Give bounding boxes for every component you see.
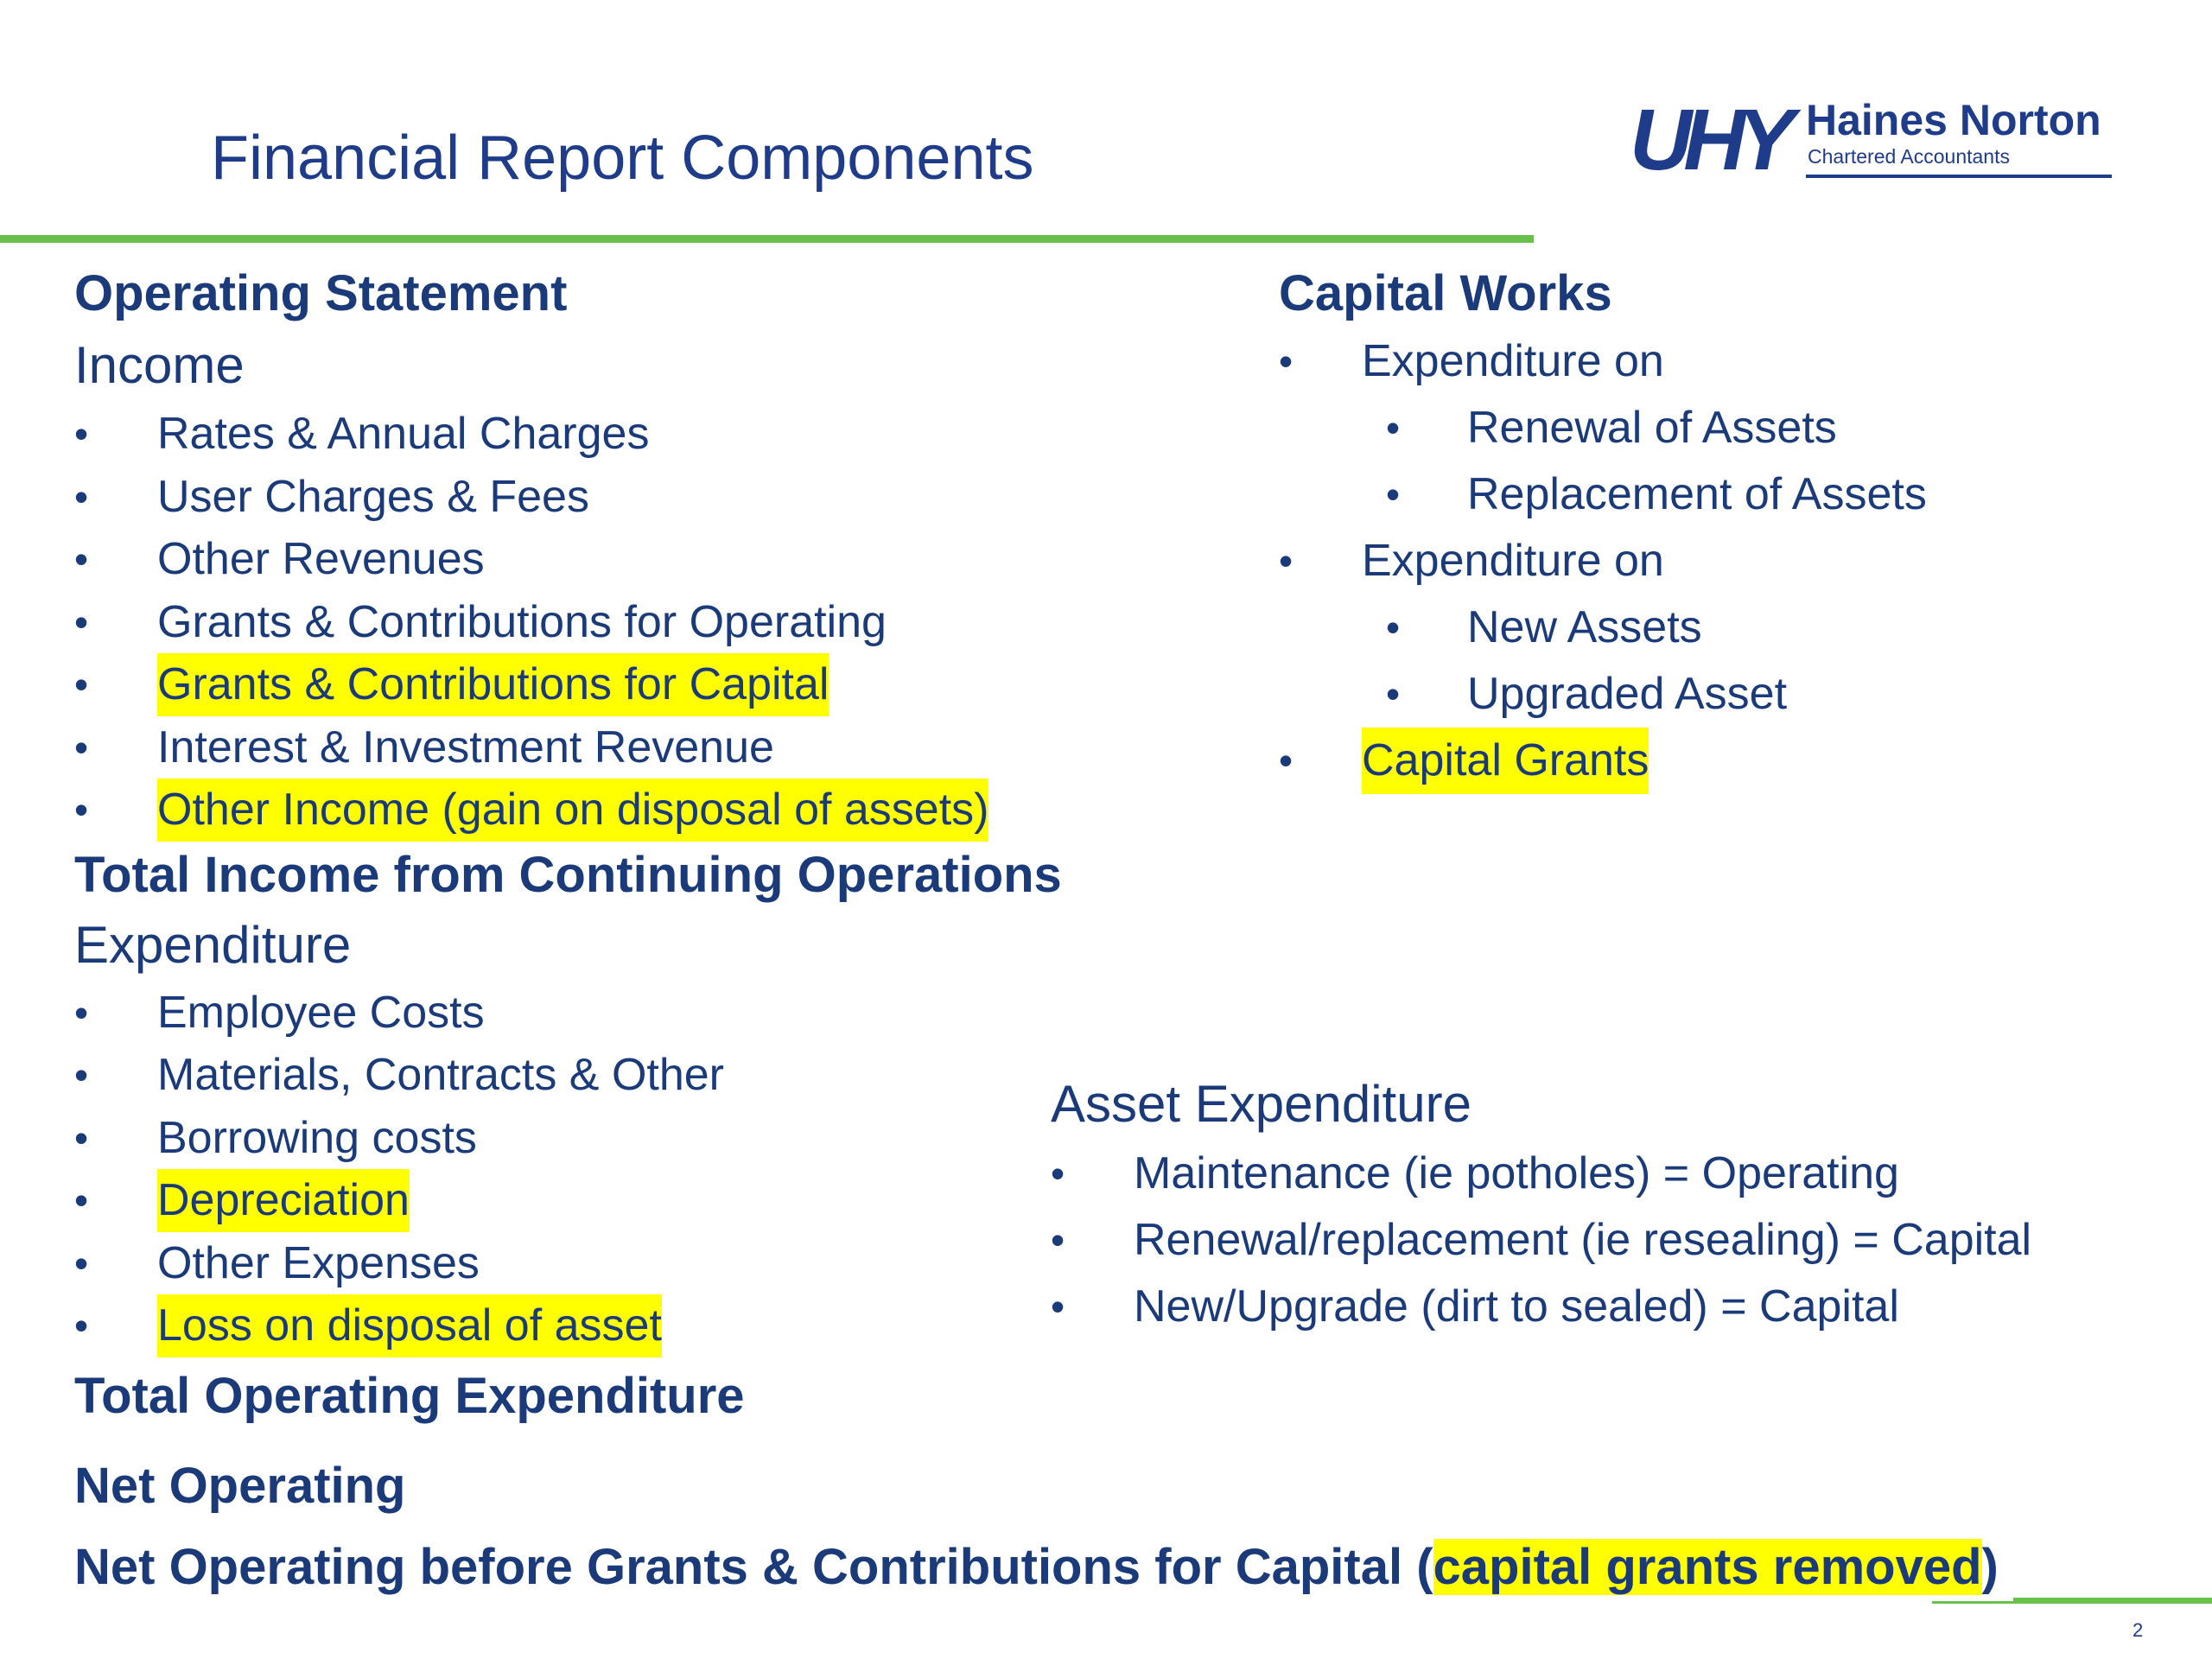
asset-expenditure-label: Asset Expenditure <box>1051 1075 1471 1133</box>
bullet-icon: • <box>74 724 89 770</box>
list-item: • Materials, Contracts & Other <box>74 1044 1999 1107</box>
list-item: • Maintenance (ie potholes) = Operating <box>1051 1141 1471 1207</box>
bullet-icon: • <box>74 989 89 1035</box>
list-item: • Depreciation <box>74 1169 1999 1232</box>
asset-expenditure <box>1051 1068 2032 1340</box>
list-item: • New/Upgrade (dirt to sealed) = Capital <box>1051 1274 1471 1340</box>
bullet-icon: • <box>74 599 89 645</box>
bullet-icon: • <box>1051 1217 1065 1262</box>
list-item: • Rates & Annual Charges <box>74 403 1999 466</box>
page-number: 2 <box>2133 1619 2144 1641</box>
net-operating-before-grants <box>74 1537 1999 1598</box>
footer-line-thin <box>1932 1601 2018 1604</box>
net-before-prefix: Net Operating before Grants & Contributions for Capital ( <box>74 1538 1433 1595</box>
list-item: • Other Income (gain on disposal of assets) <box>74 779 1999 842</box>
slide-title: Financial Report Components <box>211 124 1034 193</box>
net-before-highlight: capital grants removed <box>1433 1538 1982 1595</box>
list-item: • Employee Costs <box>74 982 1999 1045</box>
bullet-icon: • <box>74 537 89 582</box>
bullet-icon: • <box>1386 605 1401 650</box>
bullet-icon: • <box>74 1178 89 1223</box>
income-label: Income <box>74 336 245 394</box>
bullet-icon: • <box>1386 472 1401 517</box>
list-item: • Grants & Contributions for Operating <box>74 591 1999 654</box>
bullet-icon: • <box>74 474 89 519</box>
operating-statement-heading: Operating Statement <box>74 265 568 321</box>
total-expenditure: Total Operating Expenditure <box>74 1367 745 1424</box>
list-item: • Borrowing costs <box>74 1107 1999 1170</box>
bullet-icon: • <box>1386 671 1401 716</box>
bullet-icon: • <box>1279 339 1294 384</box>
title-divider <box>0 235 1534 243</box>
bullet-icon: • <box>1279 738 1294 783</box>
list-item: • Grants & Contributions for Capital <box>74 653 1999 716</box>
list-item: • Expenditure on <box>1279 328 1612 395</box>
bullet-icon: • <box>1279 538 1294 583</box>
list-item: • Capital Grants <box>1279 728 1612 794</box>
bullet-icon: • <box>74 662 89 707</box>
list-item: • Upgraded Asset <box>1279 661 1612 728</box>
list-item: • Renewal/replacement (ie resealing) = Capital <box>1051 1207 1471 1274</box>
bullet-icon: • <box>74 787 89 832</box>
list-item: • Replacement of Assets <box>1279 461 1612 528</box>
logo-subtitle: Chartered Accountants <box>1808 145 2010 168</box>
logo-name: Haines Norton <box>1806 96 2101 144</box>
logo-rule <box>1806 175 2112 178</box>
list-item: • Renewal of Assets <box>1279 395 1612 461</box>
bullet-icon: • <box>74 1115 89 1160</box>
list-item: • Interest & Investment Revenue <box>74 716 1999 779</box>
capital-works <box>1279 259 1927 794</box>
bullet-icon: • <box>74 1052 89 1097</box>
net-operating: Net Operating <box>74 1457 406 1514</box>
list-item: • Expenditure on <box>1279 528 1612 594</box>
expenditure-label: Expenditure <box>74 915 352 974</box>
list-item: • Loss on disposal of asset <box>74 1294 1999 1357</box>
company-logo <box>1630 92 2113 209</box>
total-income: Total Income from Continuing Operations <box>74 846 1062 903</box>
bullet-icon: • <box>74 1240 89 1286</box>
net-before-suffix: ) <box>1981 1538 1999 1595</box>
footer-line <box>2013 1598 2212 1604</box>
list-item: • New Assets <box>1279 594 1612 661</box>
capital-works-heading: Capital Works <box>1279 265 1612 321</box>
logo-mark: UHY <box>1630 92 1787 188</box>
bullet-icon: • <box>1051 1284 1065 1329</box>
bullet-icon: • <box>74 411 89 456</box>
list-item: • Other Expenses <box>74 1232 1999 1295</box>
bullet-icon: • <box>1386 405 1401 450</box>
bullet-icon: • <box>1051 1151 1065 1196</box>
list-item: • User Charges & Fees <box>74 466 1999 529</box>
bullet-icon: • <box>74 1303 89 1348</box>
list-item: • Other Revenues <box>74 528 1999 591</box>
